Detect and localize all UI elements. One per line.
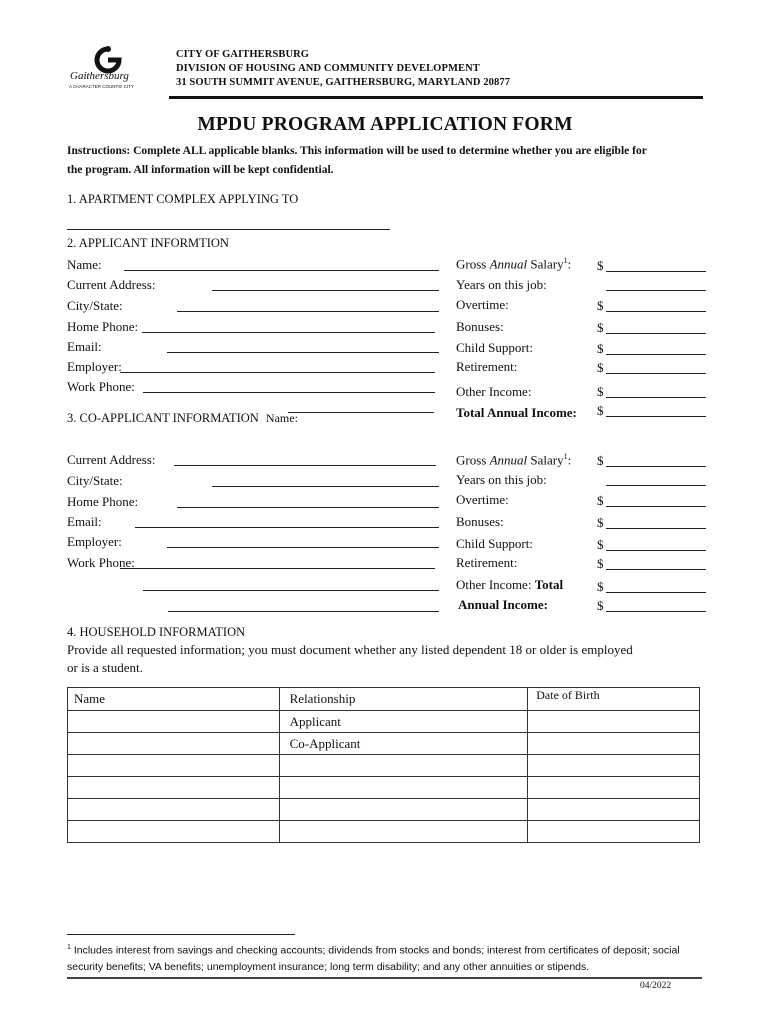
header-rule — [169, 96, 703, 99]
household-relationship-cell[interactable] — [279, 799, 528, 821]
section-4-description-1: Provide all requested information; you must document whether any listed dependent 18 or older is employed — [67, 642, 633, 657]
coapplicant-name-label: Name: — [265, 411, 298, 425]
logo-tagline: A CHARACTER COUNTS! CITY — [69, 84, 135, 89]
header-line-2: DIVISION OF HOUSING AND COMMUNITY DEVELOPMENT — [176, 63, 480, 74]
applicant-years-field[interactable] — [606, 290, 706, 291]
coapplicant-extra-line-1[interactable] — [143, 590, 439, 591]
applicant-retirement-field[interactable] — [606, 373, 706, 374]
coapplicant-bonuses-field[interactable] — [606, 528, 706, 529]
household-relationship-cell[interactable] — [279, 821, 528, 843]
coapplicant-annual-income-label: Annual Income: — [458, 597, 548, 612]
applicant-overtime-label: Overtime: — [456, 297, 509, 312]
household-relationship-cell[interactable] — [279, 777, 528, 799]
footnote-line-1 — [67, 940, 680, 959]
applicant-child-support-label: Child Support: — [456, 340, 533, 355]
dollar-sign: $ — [597, 493, 604, 508]
coapplicant-employer-field[interactable] — [167, 547, 439, 548]
other-income-text: Other Income: — [456, 577, 535, 592]
section-3-heading — [67, 411, 298, 426]
footnote-line-2: security benefits; VA benefits; unemployment insurance; long term disability; and any other annuities or stipends. — [67, 960, 590, 973]
coapplicant-address-label: Current Address: — [67, 452, 156, 467]
gross-pre-text: Gross — [456, 256, 490, 272]
applicant-city-label: City/State: — [67, 298, 123, 313]
applicant-address-field[interactable] — [212, 290, 439, 291]
coapplicant-other-total-label — [456, 577, 563, 593]
applicant-bonuses-label: Bonuses: — [456, 319, 504, 334]
footnote — [67, 940, 680, 975]
gross-post-text: Salary — [527, 452, 564, 468]
instructions-line-2: the program. All information will be kept confidential. — [67, 164, 334, 176]
coapplicant-retirement-label: Retirement: — [456, 555, 518, 570]
dollar-sign: $ — [597, 537, 604, 552]
coapplicant-address-field[interactable] — [174, 465, 436, 466]
apartment-complex-field[interactable] — [67, 229, 390, 230]
applicant-total-income-field[interactable] — [606, 416, 706, 417]
household-table — [67, 687, 700, 843]
applicant-employer-label: Employer: — [67, 359, 122, 374]
gross-colon: : — [567, 256, 572, 272]
dollar-sign: $ — [597, 556, 604, 571]
applicant-gross-salary-field[interactable] — [606, 271, 706, 272]
coapplicant-bonuses-label: Bonuses: — [456, 514, 504, 529]
applicant-name-field[interactable] — [124, 270, 439, 271]
coapplicant-work-phone-field[interactable] — [120, 568, 435, 569]
table-row — [68, 821, 700, 843]
applicant-home-phone-label: Home Phone: — [67, 319, 139, 334]
coapplicant-city-label: City/State: — [67, 473, 123, 488]
revision-date: 04/2022 — [640, 981, 672, 991]
dollar-sign: $ — [597, 598, 604, 613]
section-3-title: 3. CO-APPLICANT INFORMATION — [67, 411, 259, 425]
applicant-other-income-label: Other Income: — [456, 384, 532, 399]
household-dob-cell[interactable] — [528, 821, 700, 843]
header-line-3: 31 SOUTH SUMMIT AVENUE, GAITHERSBURG, MARYLAND 20877 — [176, 77, 511, 88]
table-row — [68, 777, 700, 799]
applicant-child-support-field[interactable] — [606, 354, 706, 355]
household-name-cell[interactable] — [68, 799, 280, 821]
dollar-sign: $ — [597, 403, 604, 418]
gross-pre-text: Gross — [456, 452, 490, 468]
coapplicant-email-field[interactable] — [135, 527, 439, 528]
coapplicant-extra-line-2[interactable] — [168, 611, 439, 612]
page-title: MPDU PROGRAM APPLICATION FORM — [197, 114, 573, 135]
household-dob-cell[interactable] — [528, 711, 700, 733]
column-header-relationship: Relationship — [279, 688, 528, 711]
coapplicant-child-support-label: Child Support: — [456, 536, 533, 551]
dollar-sign: $ — [597, 341, 604, 356]
household-dob-cell[interactable] — [528, 755, 700, 777]
applicant-address-label: Current Address: — [67, 277, 156, 292]
household-name-cell[interactable] — [68, 777, 280, 799]
table-row — [68, 755, 700, 777]
coapplicant-name-field[interactable] — [288, 412, 434, 413]
applicant-years-label: Years on this job: — [456, 277, 547, 292]
coapplicant-email-label: Email: — [67, 514, 102, 529]
household-name-cell[interactable] — [68, 733, 280, 755]
coapplicant-employer-label: Employer: — [67, 534, 122, 549]
column-header-name: Name — [68, 688, 280, 711]
gross-post-text: Salary — [527, 256, 564, 272]
dollar-sign: $ — [597, 320, 604, 335]
household-dob-cell[interactable] — [528, 733, 700, 755]
applicant-bonuses-field[interactable] — [606, 333, 706, 334]
instructions-line-1: Instructions: Complete ALL applicable blanks. This information will be used to determine whether you are eligible for — [67, 145, 647, 157]
applicant-employer-field[interactable] — [120, 372, 435, 373]
applicant-home-phone-field[interactable] — [142, 332, 435, 333]
applicant-email-label: Email: — [67, 339, 102, 354]
coapplicant-work-phone-label: Work Phone: — [67, 555, 135, 570]
applicant-other-income-field[interactable] — [606, 397, 706, 398]
coapplicant-years-field[interactable] — [606, 485, 706, 486]
coapplicant-gross-salary-label — [456, 452, 571, 468]
applicant-email-field[interactable] — [167, 352, 439, 353]
applicant-name-label: Name: — [67, 257, 102, 272]
gross-colon: : — [567, 452, 572, 468]
dollar-sign: $ — [597, 298, 604, 313]
coapplicant-years-label: Years on this job: — [456, 472, 547, 487]
section-2-heading: 2. APPLICANT INFORMTION — [67, 236, 229, 250]
household-relationship-cell[interactable]: Applicant — [279, 711, 528, 733]
footnote-mark: 1 — [67, 944, 71, 951]
applicant-city-field[interactable] — [177, 311, 439, 312]
header-line-1: CITY OF GAITHERSBURG — [176, 49, 310, 60]
coapplicant-other-income-field[interactable] — [606, 592, 706, 593]
household-dob-cell[interactable] — [528, 777, 700, 799]
household-name-cell[interactable] — [68, 711, 280, 733]
household-relationship-cell[interactable]: Co-Applicant — [279, 733, 528, 755]
section-4-description-2: or is a student. — [67, 660, 143, 675]
applicant-gross-salary-label — [456, 256, 571, 272]
agency-header — [176, 48, 510, 90]
applicant-total-income-label: Total Annual Income: — [456, 405, 577, 420]
logo-name: Gaithersburg — [70, 70, 129, 82]
coapplicant-retirement-field[interactable] — [606, 569, 706, 570]
coapplicant-home-phone-label: Home Phone: — [67, 494, 139, 509]
applicant-overtime-field[interactable] — [606, 311, 706, 312]
dollar-sign: $ — [597, 360, 604, 375]
coapplicant-annual-income-field[interactable] — [606, 611, 706, 612]
column-header-dob: Date of Birth — [528, 688, 700, 711]
section-1-heading: 1. APARTMENT COMPLEX APPLYING TO — [67, 192, 299, 206]
footer-rule — [67, 977, 702, 979]
coapplicant-city-field[interactable] — [212, 486, 439, 487]
table-row — [68, 799, 700, 821]
city-logo — [66, 46, 146, 94]
dollar-sign: $ — [597, 453, 604, 468]
footnote-ref: 1 — [563, 452, 568, 461]
dollar-sign: $ — [597, 258, 604, 273]
household-name-cell[interactable] — [68, 755, 280, 777]
coapplicant-gross-salary-field[interactable] — [606, 466, 706, 467]
total-word: Total — [534, 577, 564, 592]
dollar-sign: $ — [597, 384, 604, 399]
instructions — [67, 142, 647, 180]
applicant-work-phone-label: Work Phone: — [67, 379, 135, 394]
footnote-text-1: Includes interest from savings and checking accounts; dividends from stocks and bonds; interest from certificates of deposit; social — [70, 944, 680, 957]
table-row — [68, 733, 700, 755]
gross-annual-text: Annual — [489, 256, 528, 272]
table-row — [68, 711, 700, 733]
dollar-sign: $ — [597, 579, 604, 594]
dollar-sign: $ — [597, 515, 604, 530]
footnote-ref: 1 — [563, 256, 568, 265]
coapplicant-child-support-field[interactable] — [606, 550, 706, 551]
section-4-heading: 4. HOUSEHOLD INFORMATION — [67, 625, 246, 639]
household-name-cell[interactable] — [68, 821, 280, 843]
footnote-rule — [67, 934, 295, 935]
table-header-row — [68, 688, 700, 711]
gross-annual-text: Annual — [489, 452, 528, 468]
household-dob-cell[interactable] — [528, 799, 700, 821]
applicant-work-phone-field[interactable] — [143, 392, 435, 393]
household-relationship-cell[interactable] — [279, 755, 528, 777]
coapplicant-home-phone-field[interactable] — [177, 507, 439, 508]
coapplicant-overtime-field[interactable] — [606, 506, 706, 507]
applicant-retirement-label: Retirement: — [456, 359, 518, 374]
coapplicant-overtime-label: Overtime: — [456, 492, 509, 507]
